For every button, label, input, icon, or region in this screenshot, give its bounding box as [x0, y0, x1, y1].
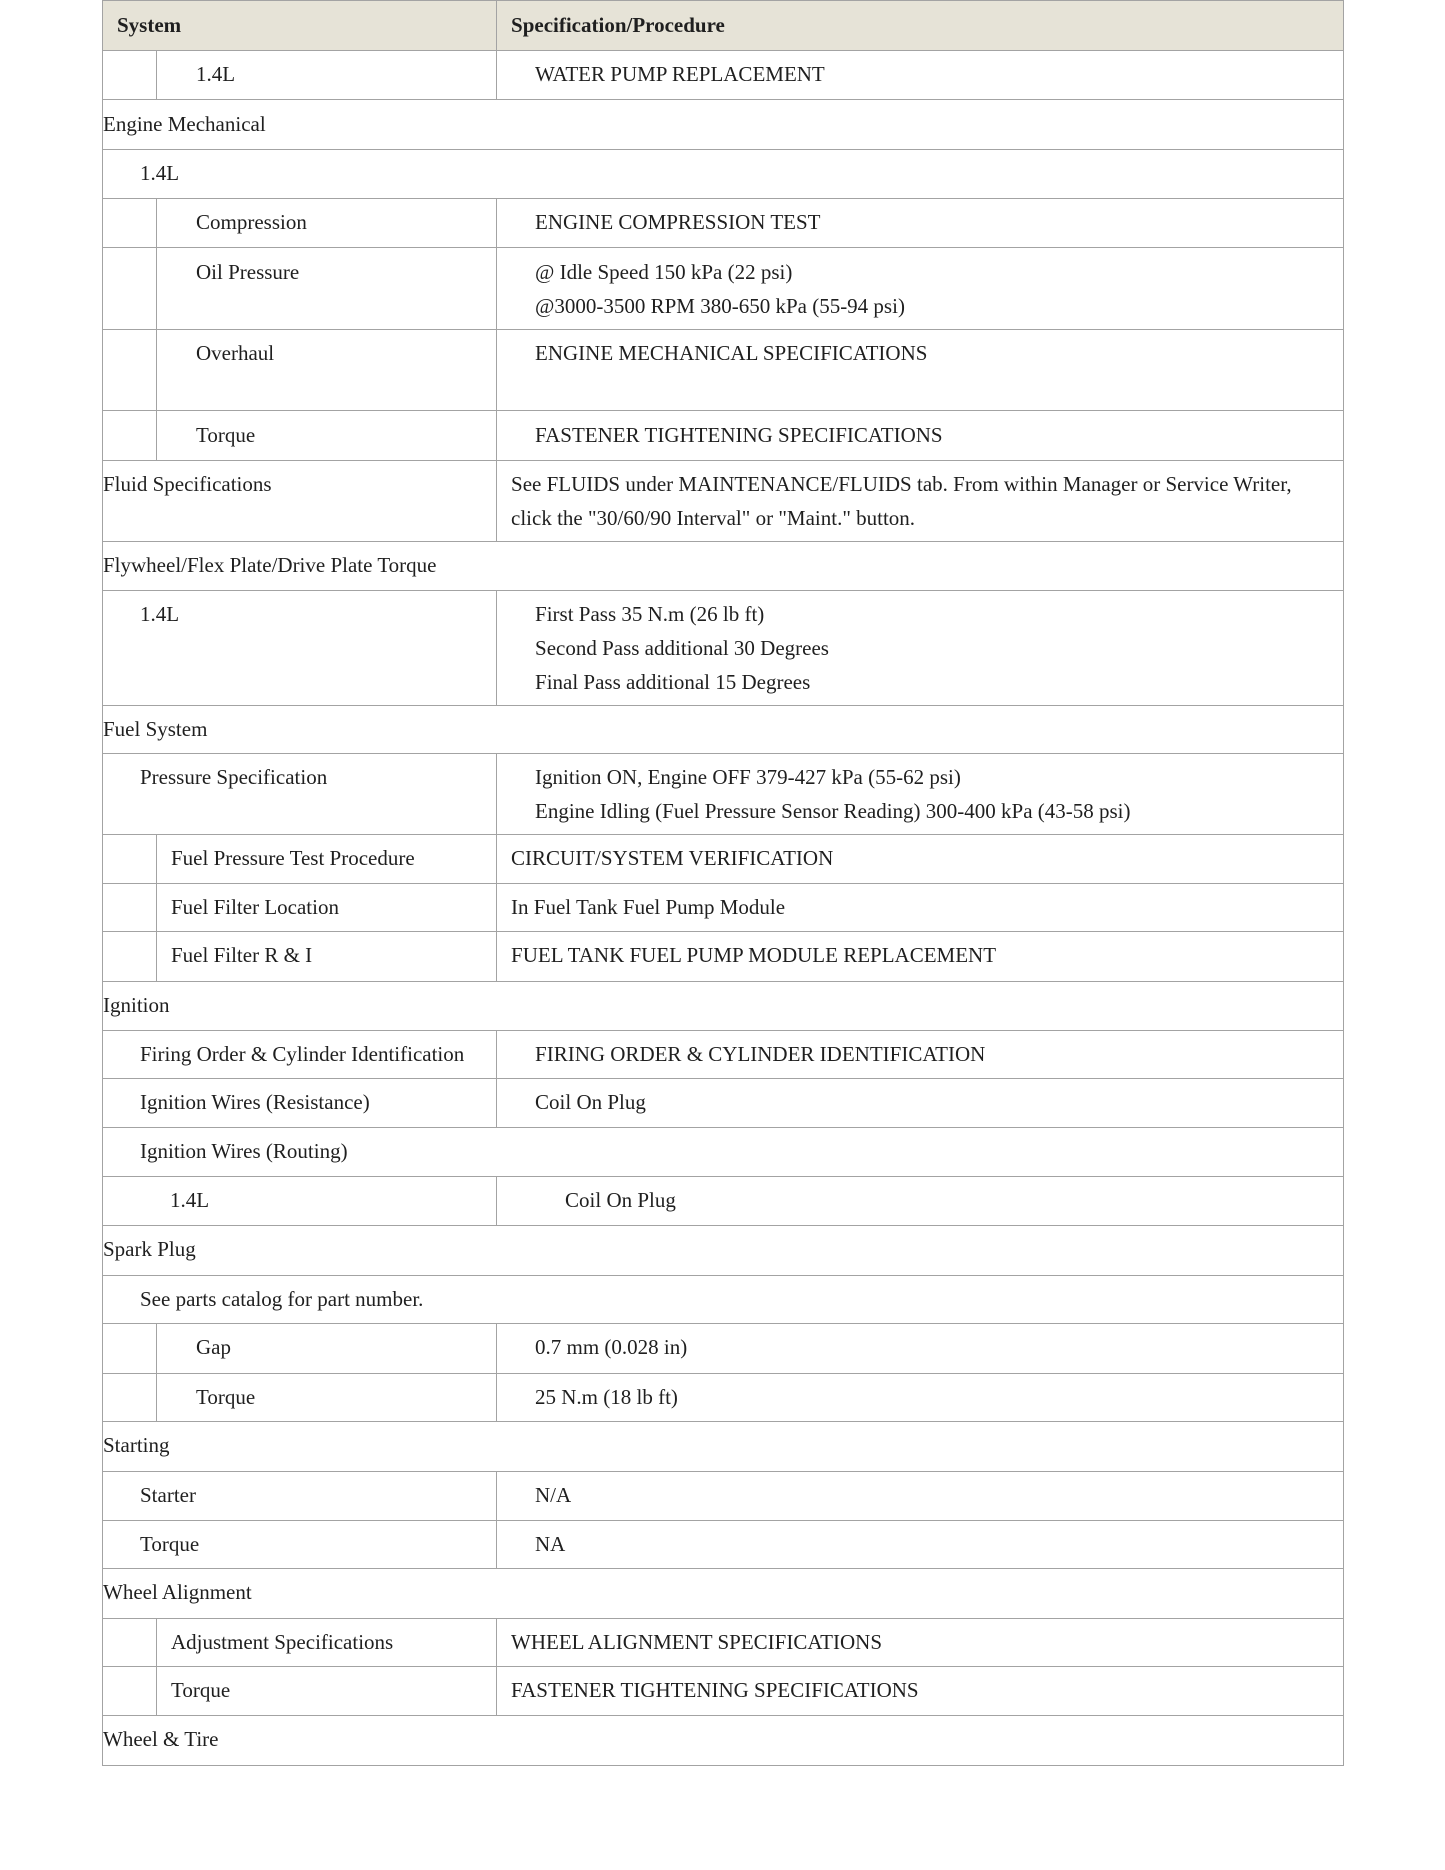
row-value: 25 N.m (18 lb ft)	[497, 1374, 1344, 1422]
row-value: Coil On Plug	[497, 1079, 1344, 1128]
row-label: Torque	[103, 1521, 497, 1569]
section-row	[103, 1226, 1344, 1276]
row-value: FASTENER TIGHTENING SPECIFICATIONS	[497, 1667, 1344, 1716]
section-label: Spark Plug	[103, 1226, 1344, 1276]
section-label: Fuel System	[103, 706, 1344, 754]
row-label: Compression	[157, 199, 497, 248]
section-label: Engine Mechanical	[103, 100, 1344, 150]
row-label: 1.4L	[103, 1177, 497, 1226]
subsection-label: See parts catalog for part number.	[103, 1276, 1344, 1324]
table-row	[103, 1324, 1344, 1374]
table-row	[103, 1079, 1344, 1128]
row-label: 1.4L	[103, 591, 497, 706]
subsection-row	[103, 1128, 1344, 1177]
section-label: Wheel & Tire	[103, 1716, 1344, 1766]
row-label: Pressure Specification	[103, 754, 497, 835]
table-row	[103, 51, 1344, 100]
row-label: Fuel Filter R & I	[157, 932, 497, 982]
section-row	[103, 542, 1344, 591]
row-label: Oil Pressure	[157, 248, 497, 330]
row-label: Torque	[157, 411, 497, 461]
row-label: Overhaul	[157, 330, 497, 411]
value-line: First Pass 35 N.m (26 lb ft)	[535, 602, 765, 626]
section-row	[103, 1569, 1344, 1619]
row-value: Coil On Plug	[497, 1177, 1344, 1226]
table-row	[103, 330, 1344, 411]
table-row	[103, 1619, 1344, 1667]
subsection-row	[103, 150, 1344, 199]
subsection-label: Ignition Wires (Routing)	[103, 1128, 1344, 1177]
row-value: See FLUIDS under MAINTENANCE/FLUIDS tab. From within Manager or Service Writer, click the "30/60/90 Interval" or "Maint." button.	[497, 461, 1344, 542]
row-value	[497, 754, 1344, 835]
section-row	[103, 706, 1344, 754]
row-label: Gap	[157, 1324, 497, 1374]
header-specification: Specification/Procedure	[497, 1, 1344, 51]
row-value: FIRING ORDER & CYLINDER IDENTIFICATION	[497, 1031, 1344, 1079]
table-row	[103, 591, 1344, 706]
row-label: Fuel Pressure Test Procedure	[157, 835, 497, 884]
row-label: Starter	[103, 1472, 497, 1521]
row-label: Ignition Wires (Resistance)	[103, 1079, 497, 1128]
row-value: FUEL TANK FUEL PUMP MODULE REPLACEMENT	[497, 932, 1344, 982]
row-value: FASTENER TIGHTENING SPECIFICATIONS	[497, 411, 1344, 461]
table-row	[103, 411, 1344, 461]
table-row	[103, 1667, 1344, 1716]
table-header-row	[103, 1, 1344, 51]
section-row	[103, 1716, 1344, 1766]
row-label: Fuel Filter Location	[157, 884, 497, 932]
section-label: Flywheel/Flex Plate/Drive Plate Torque	[103, 542, 1344, 591]
table-row	[103, 1374, 1344, 1422]
row-value: WATER PUMP REPLACEMENT	[497, 51, 1344, 100]
table-row	[103, 835, 1344, 884]
section-label: Wheel Alignment	[103, 1569, 1344, 1619]
table-row	[103, 1031, 1344, 1079]
table-row	[103, 884, 1344, 932]
specification-table	[102, 0, 1344, 1766]
section-label: Ignition	[103, 982, 1344, 1031]
subsection-label: 1.4L	[103, 150, 1344, 199]
table-row	[103, 932, 1344, 982]
value-line: Engine Idling (Fuel Pressure Sensor Reading) 300-400 kPa (43-58 psi)	[535, 799, 1131, 823]
section-row	[103, 1422, 1344, 1472]
section-row	[103, 100, 1344, 150]
row-value: In Fuel Tank Fuel Pump Module	[497, 884, 1344, 932]
value-line: Second Pass additional 30 Degrees	[535, 636, 829, 660]
value-line: @3000-3500 RPM 380-650 kPa (55-94 psi)	[535, 294, 905, 318]
row-value: N/A	[497, 1472, 1344, 1521]
row-label: Firing Order & Cylinder Identification	[103, 1031, 497, 1079]
table-row	[103, 754, 1344, 835]
row-value	[497, 591, 1344, 706]
row-value: ENGINE MECHANICAL SPECIFICATIONS	[497, 330, 1344, 411]
value-line: @ Idle Speed 150 kPa (22 psi)	[535, 260, 793, 284]
table-row	[103, 1521, 1344, 1569]
value-line: Final Pass additional 15 Degrees	[535, 670, 811, 694]
subsection-row	[103, 1276, 1344, 1324]
row-value: ENGINE COMPRESSION TEST	[497, 199, 1344, 248]
row-label: Fluid Specifications	[103, 461, 497, 542]
table-row	[103, 199, 1344, 248]
section-row	[103, 982, 1344, 1031]
row-label: 1.4L	[157, 51, 497, 100]
table-row	[103, 1472, 1344, 1521]
table-row	[103, 461, 1344, 542]
row-value: WHEEL ALIGNMENT SPECIFICATIONS	[497, 1619, 1344, 1667]
table-row	[103, 248, 1344, 330]
row-value	[497, 248, 1344, 330]
row-value: CIRCUIT/SYSTEM VERIFICATION	[497, 835, 1344, 884]
value-line: Ignition ON, Engine OFF 379-427 kPa (55-62 psi)	[535, 765, 961, 789]
row-label: Torque	[157, 1374, 497, 1422]
row-value: NA	[497, 1521, 1344, 1569]
header-system: System	[103, 1, 497, 51]
section-label: Starting	[103, 1422, 1344, 1472]
row-label: Torque	[157, 1667, 497, 1716]
row-label: Adjustment Specifications	[157, 1619, 497, 1667]
table-row	[103, 1177, 1344, 1226]
row-value: 0.7 mm (0.028 in)	[497, 1324, 1344, 1374]
